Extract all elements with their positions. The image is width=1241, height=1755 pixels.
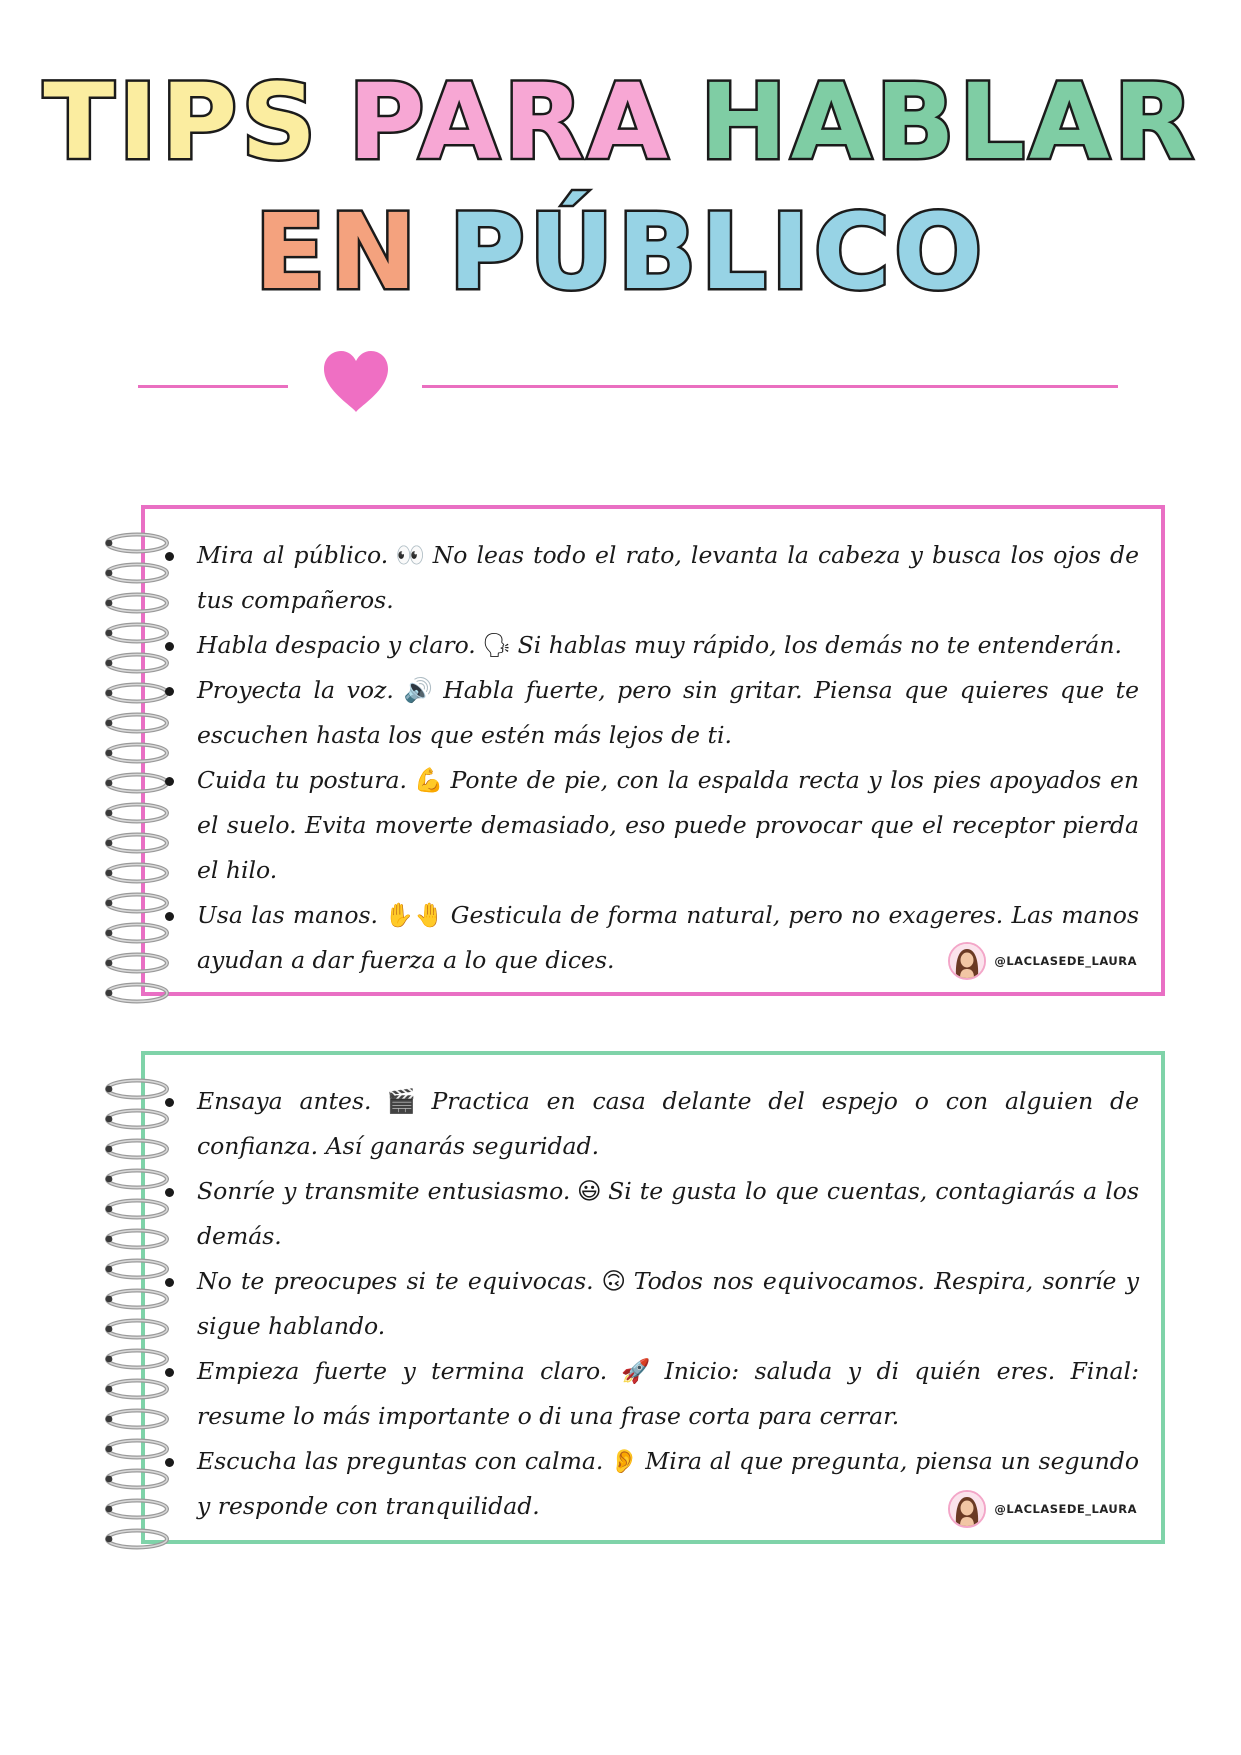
spiral-ring xyxy=(104,1527,170,1555)
divider-line-right xyxy=(422,385,1118,388)
spiral-ring xyxy=(104,1407,170,1435)
author-credit xyxy=(948,942,1137,980)
clapper-board-icon: 🎬 xyxy=(377,1087,426,1115)
list-item xyxy=(197,623,1139,668)
spiral-ring xyxy=(104,1137,170,1165)
spiral-ring xyxy=(104,861,170,889)
spiral-binding xyxy=(104,531,170,1011)
spiral-ring xyxy=(104,591,170,619)
tip-text: Gesticula de forma natural, pero no exageres. Las manos ayudan a dar fuerza a lo que dices. xyxy=(197,901,1139,974)
tip-text: Inicio: saluda y di quién eres. Final: resume lo más importante o di una frase corta para cerrar. xyxy=(197,1357,1139,1430)
spiral-ring xyxy=(104,1317,170,1345)
list-item xyxy=(197,758,1139,893)
spiral-ring xyxy=(104,711,170,739)
tip-text: Ponte de pie, con la espalda recta y los pies apoyados en el suelo. Evita moverte demasiado, eso puede provocar que el receptor pierda el hilo. xyxy=(197,766,1139,884)
spiral-ring xyxy=(104,891,170,919)
tip-lead: Usa las manos. xyxy=(197,901,378,929)
spiral-ring xyxy=(104,1377,170,1405)
tip-lead: Mira al público. xyxy=(197,541,389,569)
tip-lead: No te preocupes si te equivocas. xyxy=(197,1267,594,1295)
title-word: PARA xyxy=(348,61,672,183)
tip-text: Todos nos equivocamos. Respira, sonríe y sigue hablando. xyxy=(197,1267,1139,1340)
smiling-face-icon: 😃 xyxy=(576,1177,603,1205)
spiral-ring xyxy=(104,981,170,1009)
spiral-ring xyxy=(104,1107,170,1135)
spiral-ring xyxy=(104,741,170,769)
ear-icon: 👂 xyxy=(609,1447,640,1475)
speaking-head-icon: 🗣 xyxy=(481,631,512,659)
speaker-icon: 🔊 xyxy=(399,676,438,704)
spiral-ring xyxy=(104,951,170,979)
spiral-ring xyxy=(104,651,170,679)
heart-icon xyxy=(322,350,390,414)
tip-text: Mira al que pregunta, piensa un segundo y responde con tranquilidad. xyxy=(197,1447,1139,1520)
avatar xyxy=(948,942,986,980)
avatar xyxy=(948,1490,986,1528)
tips-card-1 xyxy=(141,505,1165,996)
title-line-1 xyxy=(0,61,1241,183)
tip-text: No leas todo el rato, levanta la cabeza y busca los ojos de tus compañeros. xyxy=(197,541,1139,614)
spiral-ring xyxy=(104,1497,170,1525)
spiral-ring xyxy=(104,1227,170,1255)
list-item xyxy=(197,1079,1139,1169)
tips-list xyxy=(145,509,1161,983)
list-item xyxy=(197,668,1139,758)
title-word: PÚBLICO xyxy=(448,191,987,313)
spiral-ring xyxy=(104,531,170,559)
tip-text: Habla fuerte, pero sin gritar. Piensa que quieres que te escuchen hasta los que estén más lejos de ti. xyxy=(197,676,1140,749)
tip-lead: Habla despacio y claro. xyxy=(197,631,476,659)
eyes-icon: 👀 xyxy=(394,541,427,569)
tips-list xyxy=(145,1055,1161,1529)
tip-lead: Sonríe y transmite entusiasmo. xyxy=(197,1177,571,1205)
title-line-2 xyxy=(0,191,1241,313)
spiral-ring xyxy=(104,561,170,589)
spiral-ring xyxy=(104,621,170,649)
spiral-ring xyxy=(104,1257,170,1285)
tip-lead: Cuida tu postura. xyxy=(197,766,407,794)
list-item xyxy=(197,1169,1139,1259)
author-credit xyxy=(948,1490,1137,1528)
title-word: TIPS xyxy=(43,61,321,183)
divider-line-left xyxy=(138,385,288,388)
spiral-binding xyxy=(104,1077,170,1557)
title-word: EN xyxy=(254,191,421,313)
rocket-icon: 🚀 xyxy=(613,1357,659,1385)
flexed-biceps-icon: 💪 xyxy=(413,766,445,794)
tip-lead: Empieza fuerte y termina claro. xyxy=(197,1357,608,1385)
tip-text: Si hablas muy rápido, los demás no te entenderán. xyxy=(517,631,1122,659)
raised-hands-icon: ✋🤚 xyxy=(384,901,445,929)
tip-lead: Escucha las preguntas con calma. xyxy=(197,1447,604,1475)
list-item xyxy=(197,533,1139,623)
spiral-ring xyxy=(104,1167,170,1195)
spiral-ring xyxy=(104,1197,170,1225)
author-handle: @LACLASEDE_LAURA xyxy=(994,954,1137,968)
upside-down-face-icon: 🙃 xyxy=(599,1267,628,1295)
spiral-ring xyxy=(104,921,170,949)
tip-text: Practica en casa delante del espejo o con alguien de confianza. Así ganarás seguridad. xyxy=(197,1087,1139,1160)
tips-card-2 xyxy=(141,1051,1165,1544)
spiral-ring xyxy=(104,1467,170,1495)
tip-lead: Proyecta la voz. xyxy=(197,676,394,704)
author-handle: @LACLASEDE_LAURA xyxy=(994,1502,1137,1516)
list-item xyxy=(197,1349,1139,1439)
spiral-ring xyxy=(104,801,170,829)
spiral-ring xyxy=(104,1347,170,1375)
list-item xyxy=(197,1259,1139,1349)
title-word: HABLAR xyxy=(699,61,1198,183)
spiral-ring xyxy=(104,1287,170,1315)
spiral-ring xyxy=(104,1077,170,1105)
spiral-ring xyxy=(104,771,170,799)
tip-lead: Ensaya antes. xyxy=(197,1087,372,1115)
spiral-ring xyxy=(104,831,170,859)
spiral-ring xyxy=(104,1437,170,1465)
tip-text: Si te gusta lo que cuentas, contagiarás a los demás. xyxy=(197,1177,1140,1250)
spiral-ring xyxy=(104,681,170,709)
